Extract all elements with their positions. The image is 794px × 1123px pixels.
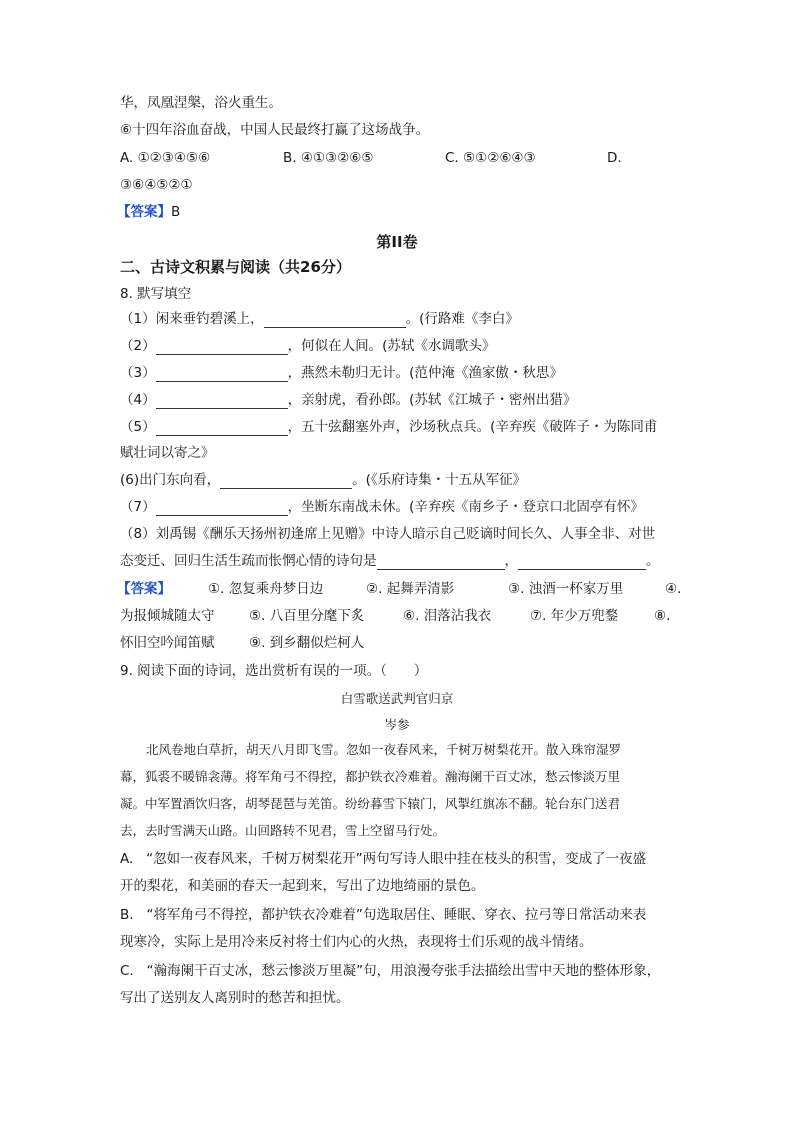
q8-answer-4-num: ④.	[665, 581, 682, 597]
answer-value: B	[171, 204, 181, 220]
section-title: 二、古诗文积累与阅读（共26分）	[120, 258, 351, 276]
q7-option-b: B. ④①③②⑥⑤	[283, 150, 374, 166]
answer-tag: 【答案】	[117, 581, 171, 597]
poem-line: 北风卷地白草折，胡天八月即飞雪。忽如一夜春风来，千树万树梨花开。散入珠帘湿罗	[146, 742, 622, 757]
q8-answer-7: ⑦. 年少万兜鍪	[530, 608, 619, 624]
q8-answer-3: ③. 浊酒一杯家万里	[508, 581, 624, 597]
fill-blank[interactable]	[220, 474, 352, 489]
q8-item-7: （7） ，坐断东南战未休。(辛弃疾《南乡子・登京口北固亭有怀》	[120, 499, 644, 515]
fill-blank[interactable]	[156, 367, 288, 382]
q8-answer-5: ⑤. 八百里分麾下炙	[249, 608, 365, 624]
q9-option-c: C. “瀚海阑干百丈冰，愁云惨淡万里凝”句，用浪漫夸张手法描绘出雪中天地的整体形象，	[120, 963, 661, 979]
q8-stem: 8. 默写填空	[120, 286, 192, 302]
q7-item-6: ⑥十四年浴血奋战，中国人民最终打赢了这场战争。	[120, 122, 430, 138]
q8-answer-8-num: ⑧.	[654, 608, 671, 624]
fill-blank[interactable]	[264, 313, 406, 328]
q8-item-2: （2） ，何似在人间。(苏轼《水调歌头》	[120, 338, 496, 354]
q8-item-1: （1）闲来垂钓碧溪上， 。(行路难《李白》	[120, 311, 519, 327]
q8-answer-4-text: 为报倾城随太守	[120, 608, 215, 624]
q9-option-b-cont: 现寒冷，实际上是用冷来反衬将士们内心的火热，表现将士们乐观的战斗情绪。	[120, 934, 593, 950]
poem-author: 岑参	[384, 717, 410, 732]
q7-option-c: C. ⑤①②⑥④③	[445, 150, 536, 166]
q9-option-a: A. “忽如一夜春风来，千树万树梨花开”两句写诗人眼中挂在枝头的积雪，变成了一夜盛	[120, 851, 647, 867]
answer-tag: 【答案】	[117, 204, 171, 220]
q8-item-5-cont: 赋壮词以寄之》	[120, 445, 215, 461]
q9-option-a-cont: 开的梨花，和美丽的春天一起到来，写出了边地绮丽的景色。	[120, 878, 485, 894]
q9-option-c-cont: 写出了送别友人离别时的愁苦和担忧。	[120, 990, 350, 1006]
q8-item-5: （5） ，五十弦翻塞外声，沙场秋点兵。(辛弃疾《破阵子・为陈同甫	[120, 419, 658, 435]
fill-blank[interactable]	[156, 394, 288, 409]
poem-line: 幕，狐裘不暖锦衾薄。将军角弓不得控，都护铁衣冷难着。瀚海阑干百丈冰，愁云惨淡万里	[120, 769, 621, 784]
q8-item-6: (6)出门东向看， 。(《乐府诗集・十五从军征》	[120, 472, 527, 488]
q8-answer-8-text: 怀旧空吟闻笛赋	[120, 635, 215, 651]
volume-title: 第II卷	[376, 233, 418, 251]
q8-item-4: （4） ，亲射虎，看孙郎。(苏轼《江城子・密州出猎》	[120, 392, 577, 408]
poem-title: 白雪歌送武判官归京	[340, 691, 454, 706]
q7-option-d-label: D.	[607, 150, 622, 166]
q8-answer-row-1	[117, 580, 171, 598]
q8-answer-1: ①. 忽复乘舟梦日边	[208, 581, 324, 597]
q8-answer-9: ⑨. 到乡翻似烂柯人	[249, 635, 365, 651]
fill-blank[interactable]	[156, 340, 288, 355]
fill-blank[interactable]	[156, 501, 288, 516]
q7-answer	[117, 203, 180, 221]
q9-stem: 9. 阅读下面的诗词，选出赏析有误的一项。（ ）	[120, 663, 428, 679]
q8-answer-2: ②. 起舞弄清影	[366, 581, 455, 597]
poem-line: 凝。中军置酒饮归客，胡琴琵琶与羌笛。纷纷暮雪下辕门，风掣红旗冻不翻。轮台东门送君	[120, 796, 621, 811]
fill-blank[interactable]	[518, 555, 646, 570]
poem-line: 去，去时雪满天山路。山回路转不见君，雪上空留马行处。	[120, 823, 446, 838]
q8-item-8-line1: （8）刘禹锡《酬乐天扬州初逢席上见赠》中诗人暗示自己贬谪时间长久、人事全非、对世	[120, 526, 656, 542]
q8-answer-6: ⑥. 泪落沾我衣	[403, 608, 492, 624]
q8-item-3: （3） ，燕然未勒归无计。(范仲淹《渔家傲・秋思》	[120, 365, 563, 381]
q9-option-b: B. “将军角弓不得控，都护铁衣冷难着”句选取居住、睡眠、穿衣、拉弓等日常活动来表	[120, 907, 647, 923]
q8-item-8-line2: 态变迁、回归生活生疏而怅惘心情的诗句是 ， 。	[120, 553, 660, 569]
fill-blank[interactable]	[156, 421, 288, 436]
fill-blank[interactable]	[377, 555, 505, 570]
q7-option-d-value: ③⑥④⑤②①	[120, 177, 193, 193]
q7-option-a: A. ①②③④⑤⑥	[120, 150, 211, 166]
q7-text-line: 华，凤凰涅槃，浴火重生。	[120, 95, 282, 111]
